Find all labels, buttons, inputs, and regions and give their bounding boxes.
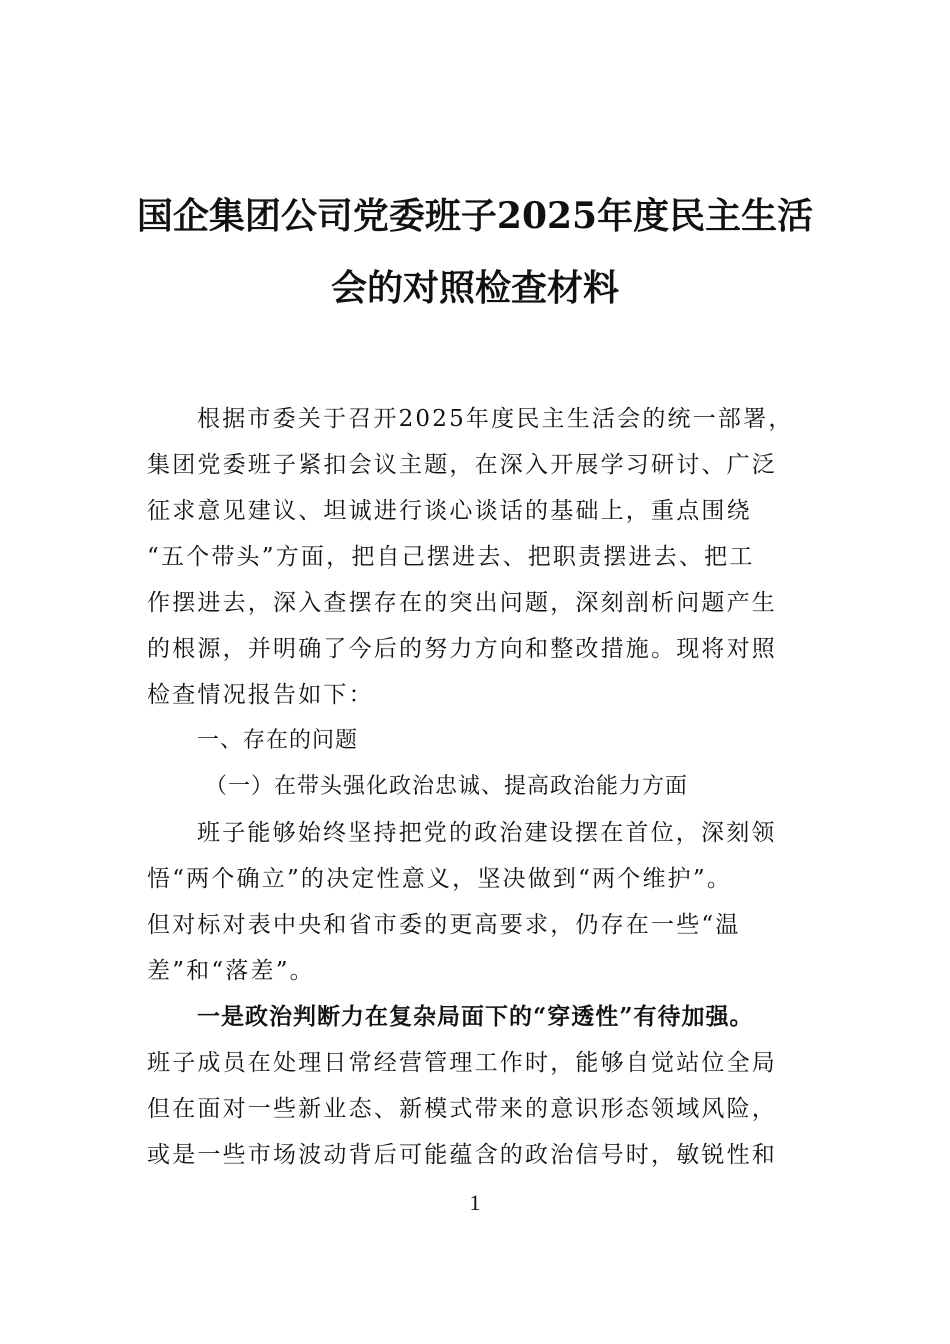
paragraph-line: 差”和“落差”。 [147,958,315,984]
subsection-heading: （一）在带头强化政治忠诚、提高政治能力方面 [205,774,689,799]
point-heading: 一是政治判断力在复杂局面下的“穿透性”有待加强。 [197,1003,754,1030]
paragraph-line: 作摆进去，深入查摆存在的突出问题，深刻剖析问题产生 [147,590,777,616]
document-body [147,396,807,1178]
paragraph-line: 但对标对表中央和省市委的更高要求，仍存在一些“温 [147,912,741,938]
document-title-line-2: 会的对照检查材料 [330,267,619,309]
page-number: 1 [469,1190,481,1215]
paragraph-line: 根据市委关于召开2025年度民主生活会的统一部署， [197,406,794,432]
paragraph-line: 检查情况报告如下： [147,682,374,708]
paragraph-line: 集团党委班子紧扣会议主题，在深入开展学习研讨、广泛 [147,452,777,478]
paragraph-line: 征求意见建议、坦诚进行谈心谈话的基础上，重点围绕 [147,498,752,524]
paragraph-line: 或是一些市场波动背后可能蕴含的政治信号时，敏锐性和 [147,1142,777,1168]
document-title-line-1: 国企集团公司党委班子2025年度民主生活 [136,195,814,237]
paragraph-line: “五个带头”方面，把自己摆进去、把职责摆进去、把工 [147,544,755,570]
paragraph-line: 班子能够始终坚持把党的政治建设摆在首位，深刻领 [197,820,777,846]
paragraph-line: 班子成员在处理日常经营管理工作时，能够自觉站位全局 [147,1050,777,1076]
paragraph-line: 悟“两个确立”的决定性意义，坚决做到“两个维护”。 [147,866,733,892]
paragraph-line: 的根源，并明确了今后的努力方向和整改措施。现将对照 [147,636,777,662]
paragraph-line: 但在面对一些新业态、新模式带来的意识形态领域风险， [147,1096,777,1122]
section-heading: 一、存在的问题 [197,728,359,753]
